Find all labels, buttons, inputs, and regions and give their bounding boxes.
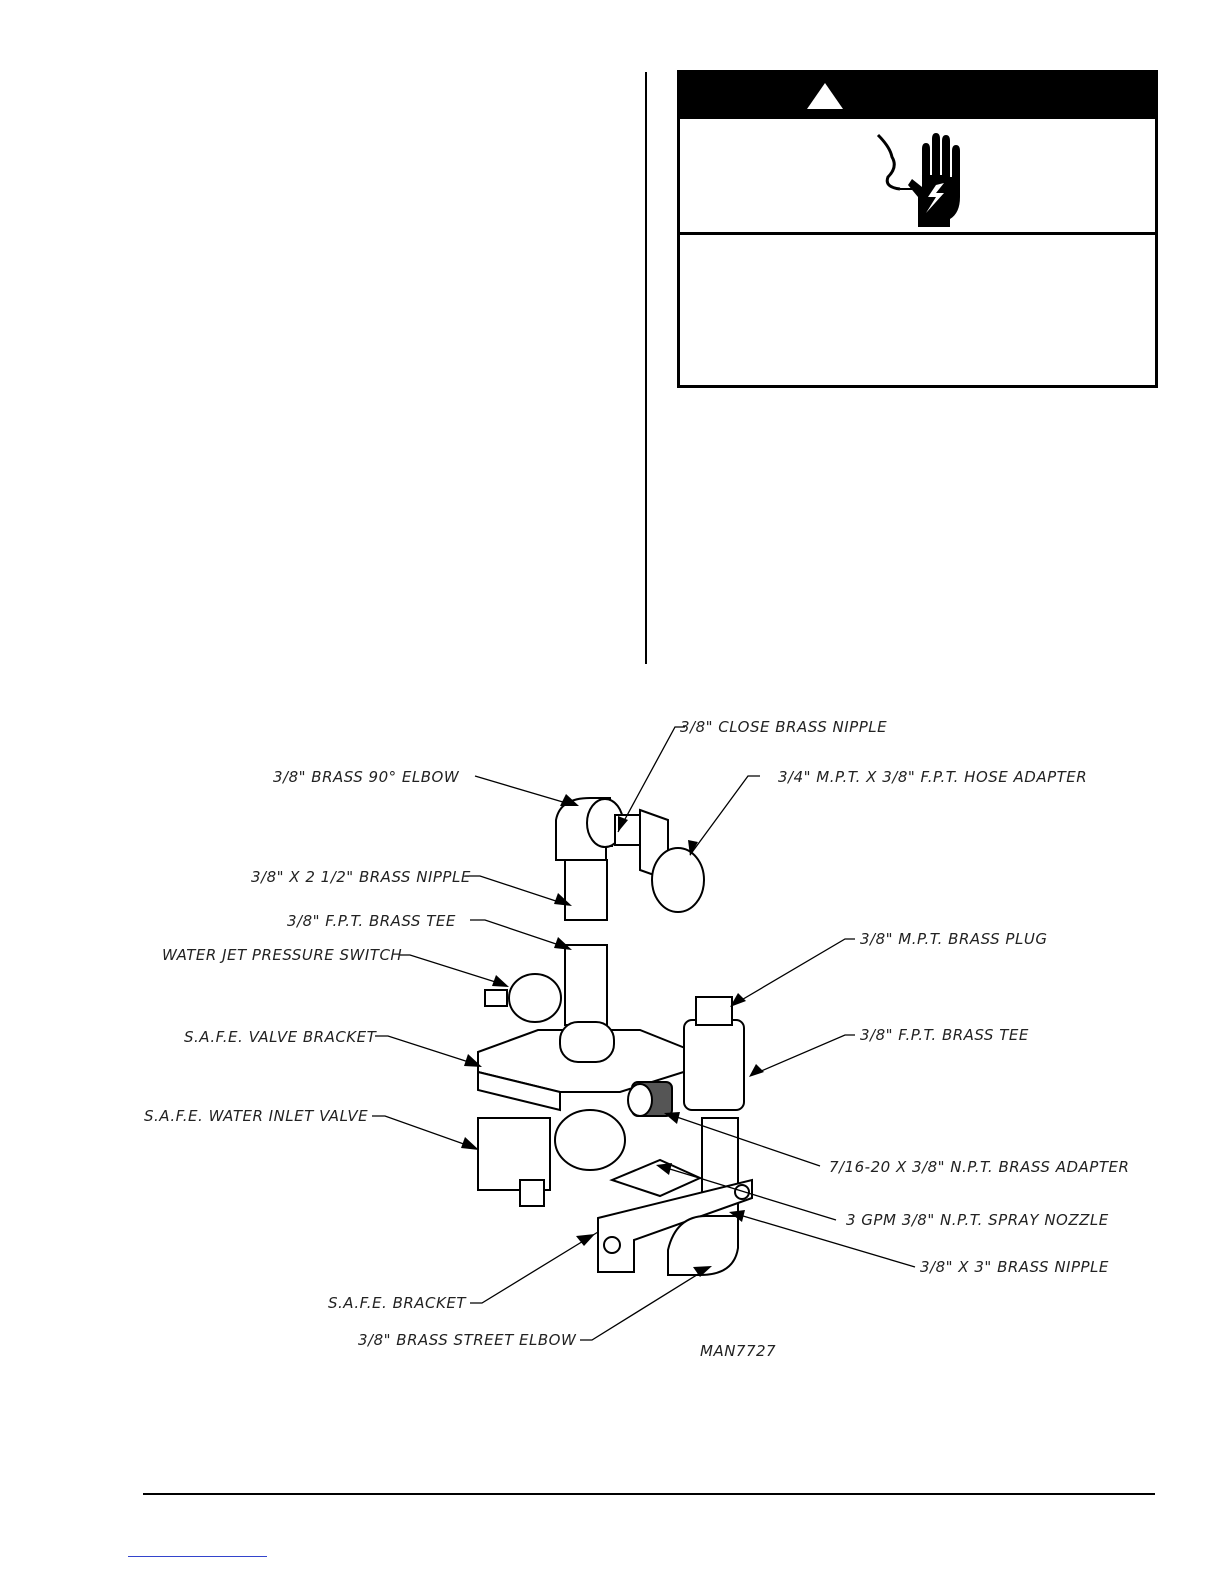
label-tee-right: 3/8" F.P.T. BRASS TEE [860, 1026, 1029, 1044]
inlet-valve-body [555, 1110, 625, 1170]
lower-tee-collar [560, 1022, 614, 1062]
label-brass-plug: 3/8" M.P.T. BRASS PLUG [860, 930, 1048, 948]
vertical-tee-body [565, 945, 607, 1025]
spray-nozzle [612, 1160, 700, 1196]
label-spray-nozzle: 3 GPM 3/8" N.P.T. SPRAY NOZZLE [846, 1211, 1109, 1229]
upper-nipple [565, 860, 607, 920]
label-nipple-2-5: 3/8" X 2 1/2" BRASS NIPPLE [251, 868, 471, 886]
warning-box [677, 70, 1158, 388]
warning-symbol-panel [680, 117, 1155, 235]
label-pressure-switch: WATER JET PRESSURE SWITCH [162, 946, 403, 964]
right-tee-body [684, 1020, 744, 1110]
assembly-drawing [478, 798, 752, 1275]
adapter-face [628, 1084, 652, 1116]
footer-rule [143, 1493, 1155, 1495]
inlet-valve-terminal [520, 1180, 544, 1206]
label-brass-90-elbow: 3/8" BRASS 90° ELBOW [273, 768, 460, 786]
electrical-shock-hand-icon [870, 127, 970, 235]
column-divider [645, 72, 647, 664]
pressure-switch-terminal [485, 990, 507, 1006]
footer-link-underline[interactable] [128, 1556, 267, 1557]
label-brass-adapter: 7/16-20 X 3/8" N.P.T. BRASS ADAPTER [829, 1158, 1130, 1176]
bracket-screw [604, 1237, 620, 1253]
label-nipple-3: 3/8" X 3" BRASS NIPPLE [920, 1258, 1109, 1276]
label-street-elbow: 3/8" BRASS STREET ELBOW [358, 1331, 577, 1349]
pressure-switch-body [509, 974, 561, 1022]
hose-adapter-cap [652, 848, 704, 912]
figure-code: MAN7727 [700, 1342, 777, 1360]
brass-plug [696, 997, 732, 1025]
label-hose-adapter: 3/4" M.P.T. X 3/8" F.P.T. HOSE ADAPTER [778, 768, 1088, 786]
warning-text-area [680, 238, 1155, 385]
label-close-nipple: 3/8" CLOSE BRASS NIPPLE [680, 718, 888, 736]
label-valve-bracket: S.A.F.E. VALVE BRACKET [184, 1028, 377, 1046]
label-inlet-valve: S.A.F.E. WATER INLET VALVE [144, 1107, 369, 1125]
valve-assembly-diagram [0, 700, 1224, 1380]
warning-triangle-icon [805, 81, 845, 111]
warning-header [680, 73, 1155, 117]
label-tee-upper: 3/8" F.P.T. BRASS TEE [287, 912, 456, 930]
label-safe-bracket: S.A.F.E. BRACKET [328, 1294, 466, 1312]
